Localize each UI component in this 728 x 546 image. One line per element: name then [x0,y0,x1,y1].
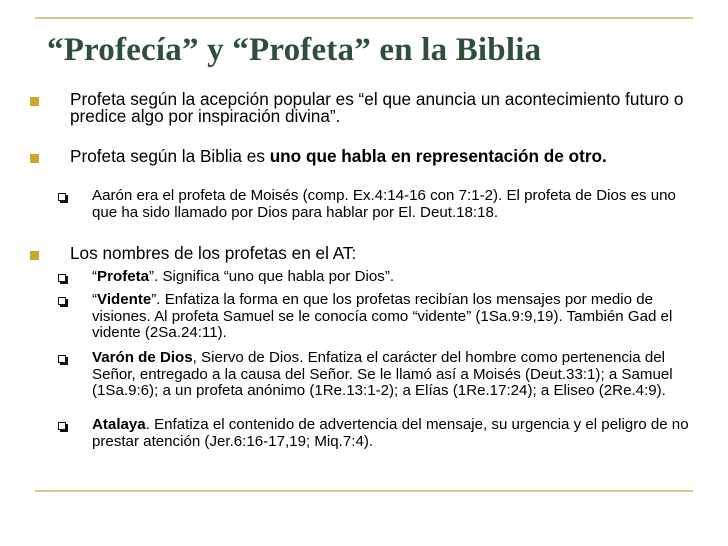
sub-bullet-text: , Siervo de Dios. Enfatiza el carácter del hombre como pertenencia del Señor, entregado a la causa del Señor. Se le llamó así a Moisés (Deut.33:1); a Samuel (1Sa.9:6); a un profeta anónimo (1Re.13:1-2); a Elías (1Re.17:24); a Eliseo (2Re.4:9). [92,349,673,399]
top-rule [35,17,693,19]
sub-bullet-item: “Vidente”. Enfatiza la forma en que los profetas recibían los mensajes por medio de visiones. Al profeta Samuel se le conocía como “vidente” (1Sa.9:9,19). También Gad el vidente (2Sa.24:11). [92,291,673,341]
slide-title: “Profecía” y “Profeta” en la Biblia [47,32,542,68]
sub-bullet-bold-text: Varón de Dios [92,349,193,366]
hollow-square-bullet-icon [58,422,66,430]
sub-bullet-bold-text: Vidente [97,291,152,308]
hollow-square-bullet-icon [58,297,66,305]
bullet-item [70,245,690,262]
bullet-bold-text: uno que habla en representación de otro. [269,146,607,166]
square-bullet-icon [30,154,39,163]
sub-bullet-text: ”. Enfatiza la forma en que los profetas recibían los mensajes por medio de visiones. Al profeta Samuel se le conocía como “vidente” (1Sa.9:9,19). También Gad el vidente (2Sa.24:11). [92,291,673,341]
bullet-text: Los nombres de los profetas en el AT: [70,243,357,263]
hollow-square-bullet-icon [58,355,66,363]
sub-bullet-text: ”. Significa “uno que habla por Dios”. [149,268,395,285]
hollow-square-bullet-icon [58,193,66,201]
sub-bullet-item [92,417,692,450]
hollow-square-bullet-icon [58,274,66,282]
sub-bullet-item: “Profeta”. Significa “uno que habla por Dios”. [92,268,395,285]
sub-bullet-bold-text: Profeta [97,268,150,285]
sub-bullet-item [92,188,692,221]
bullet-text: Profeta según la acepción popular es “el que anuncia un acontecimiento futuro o predice algo por inspiración divina”. [70,89,684,126]
bullet-item [70,148,690,165]
sub-bullet-bold-text: Atalaya [92,416,146,433]
bottom-rule [35,490,693,492]
sub-bullet-text: . Enfatiza el contenido de advertencia del mensaje, su urgencia y el peligro de no prestar atención (Jer.6:16-17,19; Miq.7:4). [92,416,689,450]
square-bullet-icon [30,251,39,260]
bullet-text: Profeta según la Biblia es [70,146,270,166]
bullet-item [70,91,690,125]
sub-bullet-text: Aarón era el profeta de Moisés (comp. Ex.4:14-16 con 7:1-2). El profeta de Dios es uno que ha sido llamado por Dios para hablar por El. Deut.18:18. [92,187,676,221]
square-bullet-icon [30,97,39,106]
sub-bullet-item [92,350,692,400]
